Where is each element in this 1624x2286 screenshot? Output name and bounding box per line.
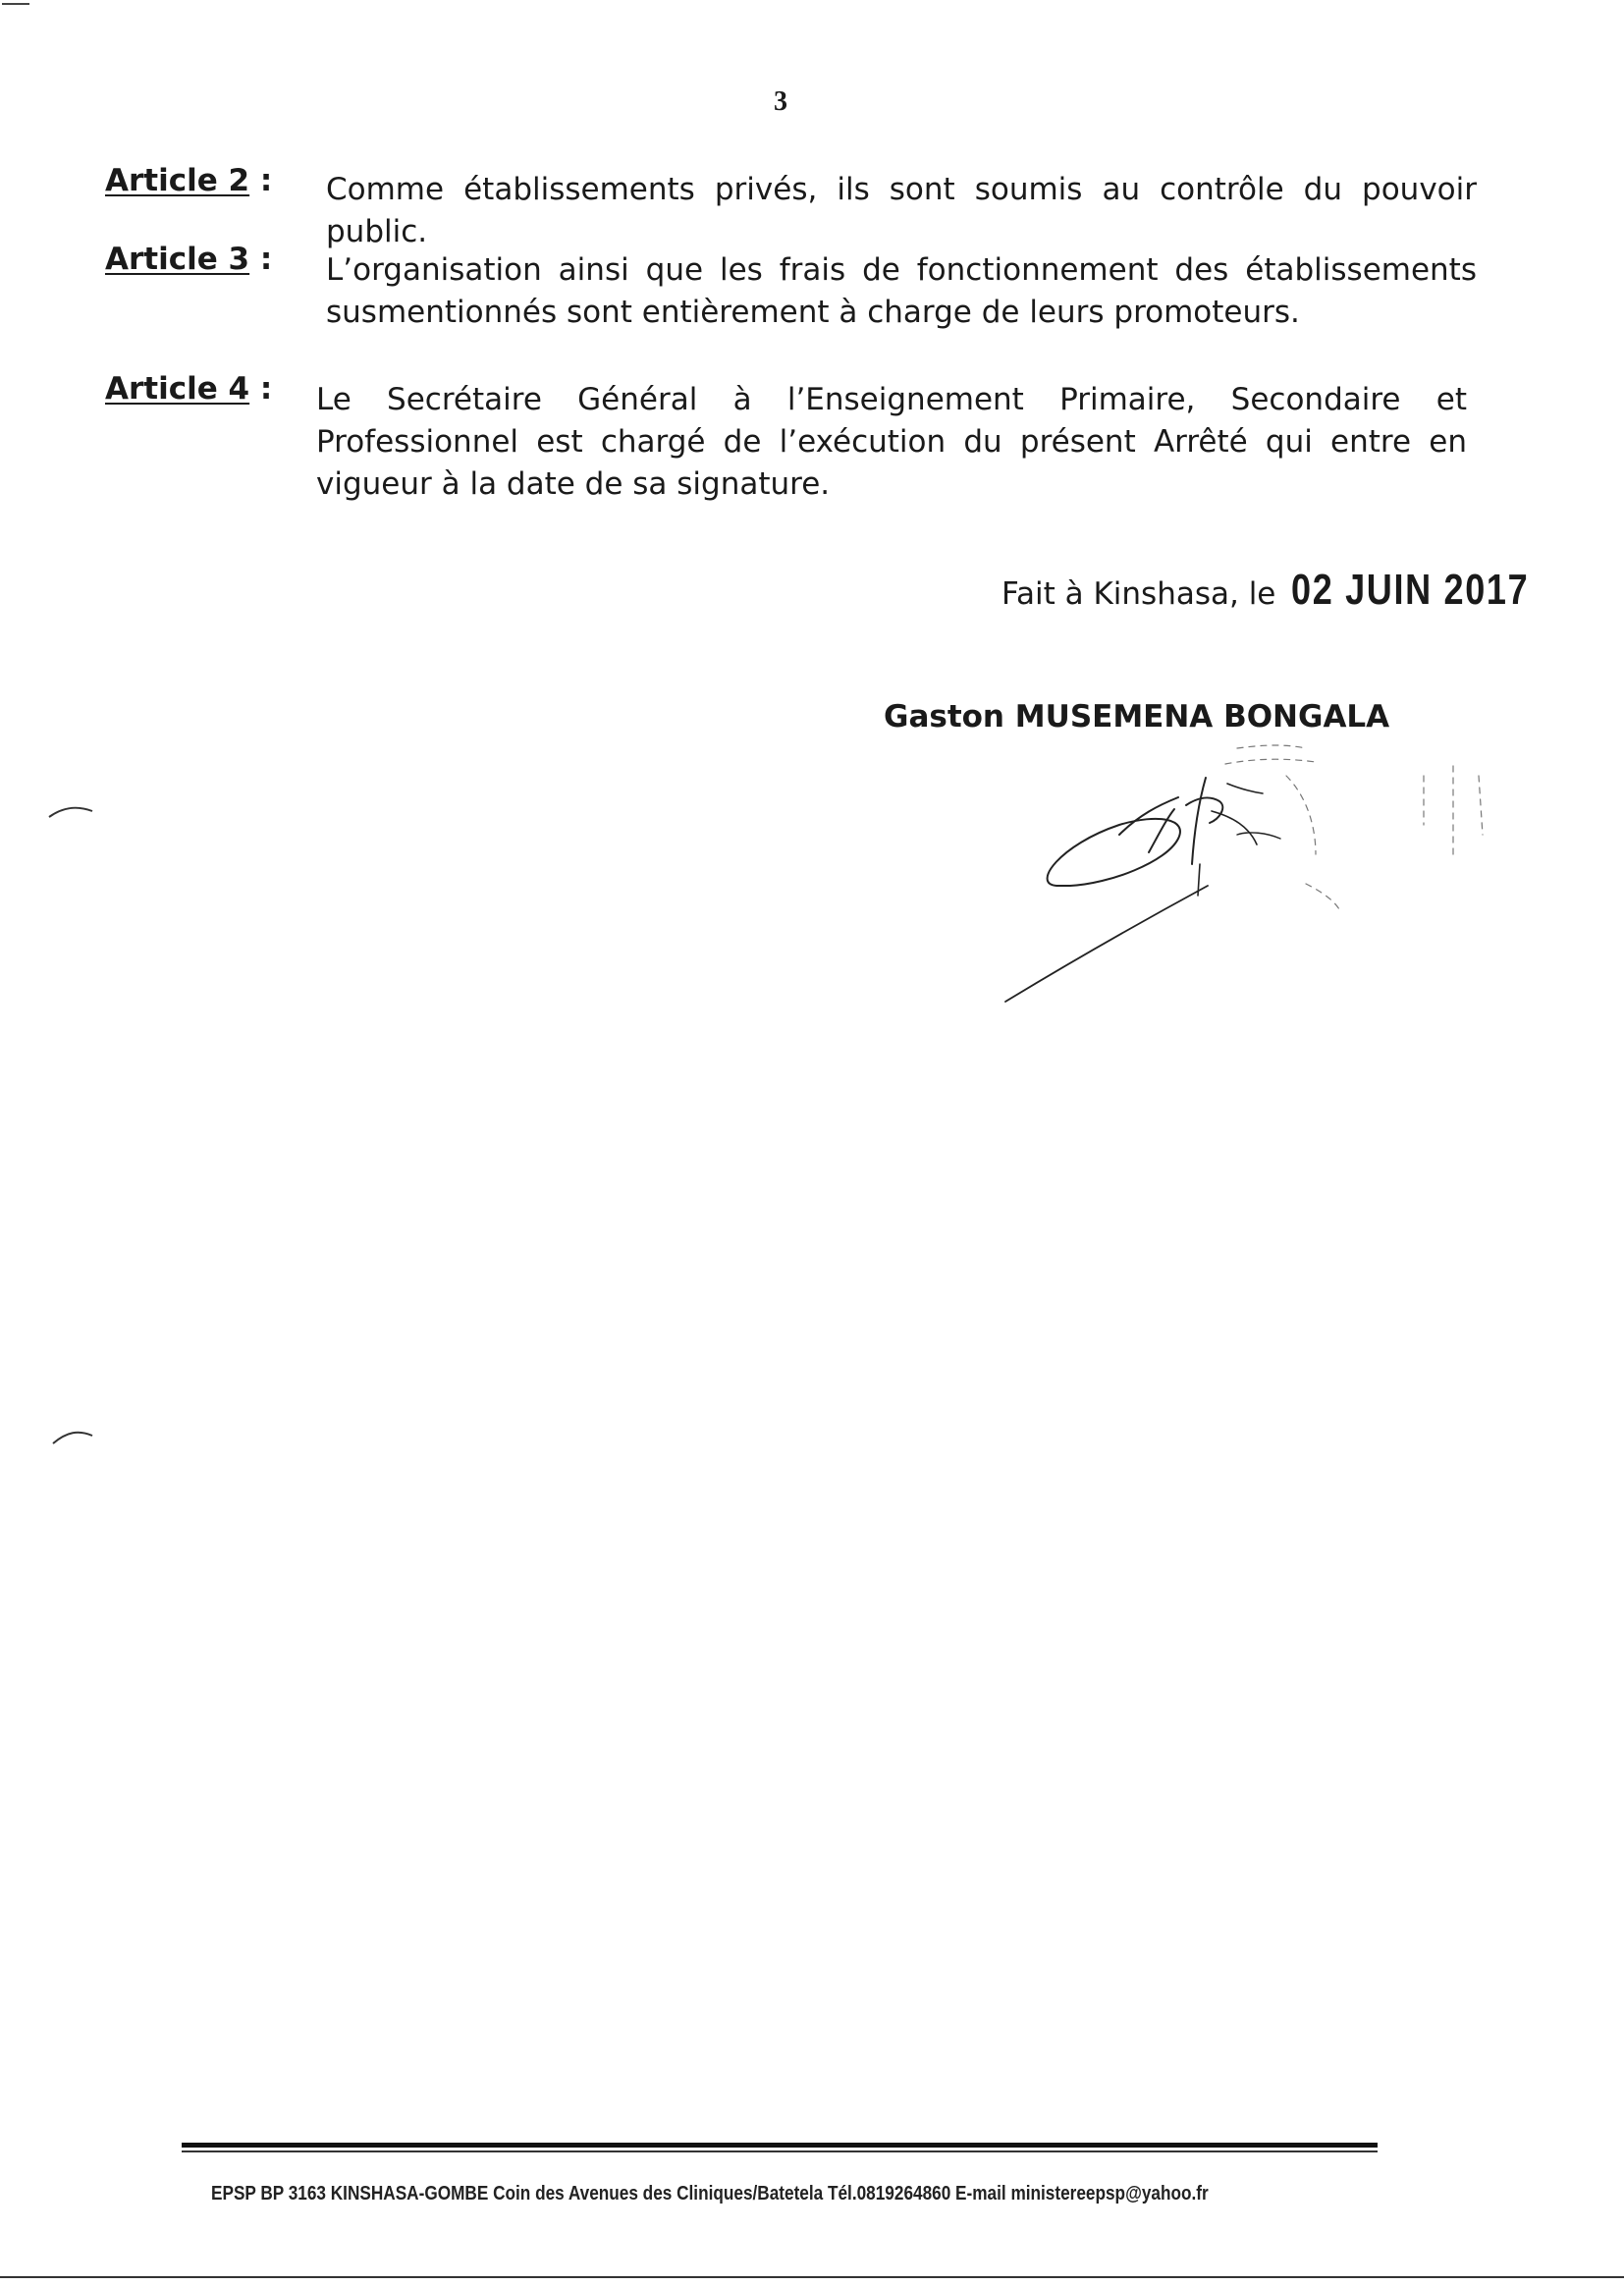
margin-mark — [0, 0, 39, 12]
footer-rule — [182, 2143, 1378, 2148]
article-label-colon: : — [249, 371, 273, 407]
page-number: 3 — [774, 86, 787, 117]
margin-mark — [43, 797, 102, 827]
bottom-rule — [0, 2276, 1624, 2278]
article-4-text: Le Secrétaire Général à l’Enseignement Primaire, Secondaire et Professionnel est chargé de l’exécution du présent Arrêté qui entre en vigueur à la date de sa signature. — [316, 382, 1467, 502]
article-label-text: Article 2 — [105, 163, 250, 198]
margin-mark — [49, 1422, 108, 1451]
article-3-label — [105, 242, 272, 277]
closing-date-line — [1001, 566, 1582, 615]
article-label-colon: : — [249, 242, 273, 277]
article-4-label — [105, 371, 272, 407]
footer-rule-thin — [182, 2150, 1378, 2152]
closing-place: Fait à Kinshasa, le — [1001, 576, 1276, 612]
article-2-text: Comme établissements privés, ils sont soumis au contrôle du pouvoir public. — [326, 172, 1477, 249]
article-label-colon: : — [249, 163, 273, 198]
footer-address: EPSP BP 3163 KINSHASA-GOMBE Coin des Avenues des Cliniques/Batetela Tél.0819264860 E-mail ministereepsp@yahoo.fr — [211, 2183, 1209, 2204]
handwritten-signature — [992, 736, 1502, 1021]
article-2-label — [105, 163, 272, 198]
article-label-text: Article 4 — [105, 371, 250, 407]
date-stamp: 02 JUIN 2017 — [1291, 566, 1530, 614]
signatory-name: Gaston MUSEMENA BONGALA — [884, 699, 1390, 735]
article-label-text: Article 3 — [105, 242, 250, 277]
article-3-text: L’organisation ainsi que les frais de fonctionnement des établissements susmentionnés sont entièrement à charge de leurs promoteurs. — [326, 252, 1477, 330]
